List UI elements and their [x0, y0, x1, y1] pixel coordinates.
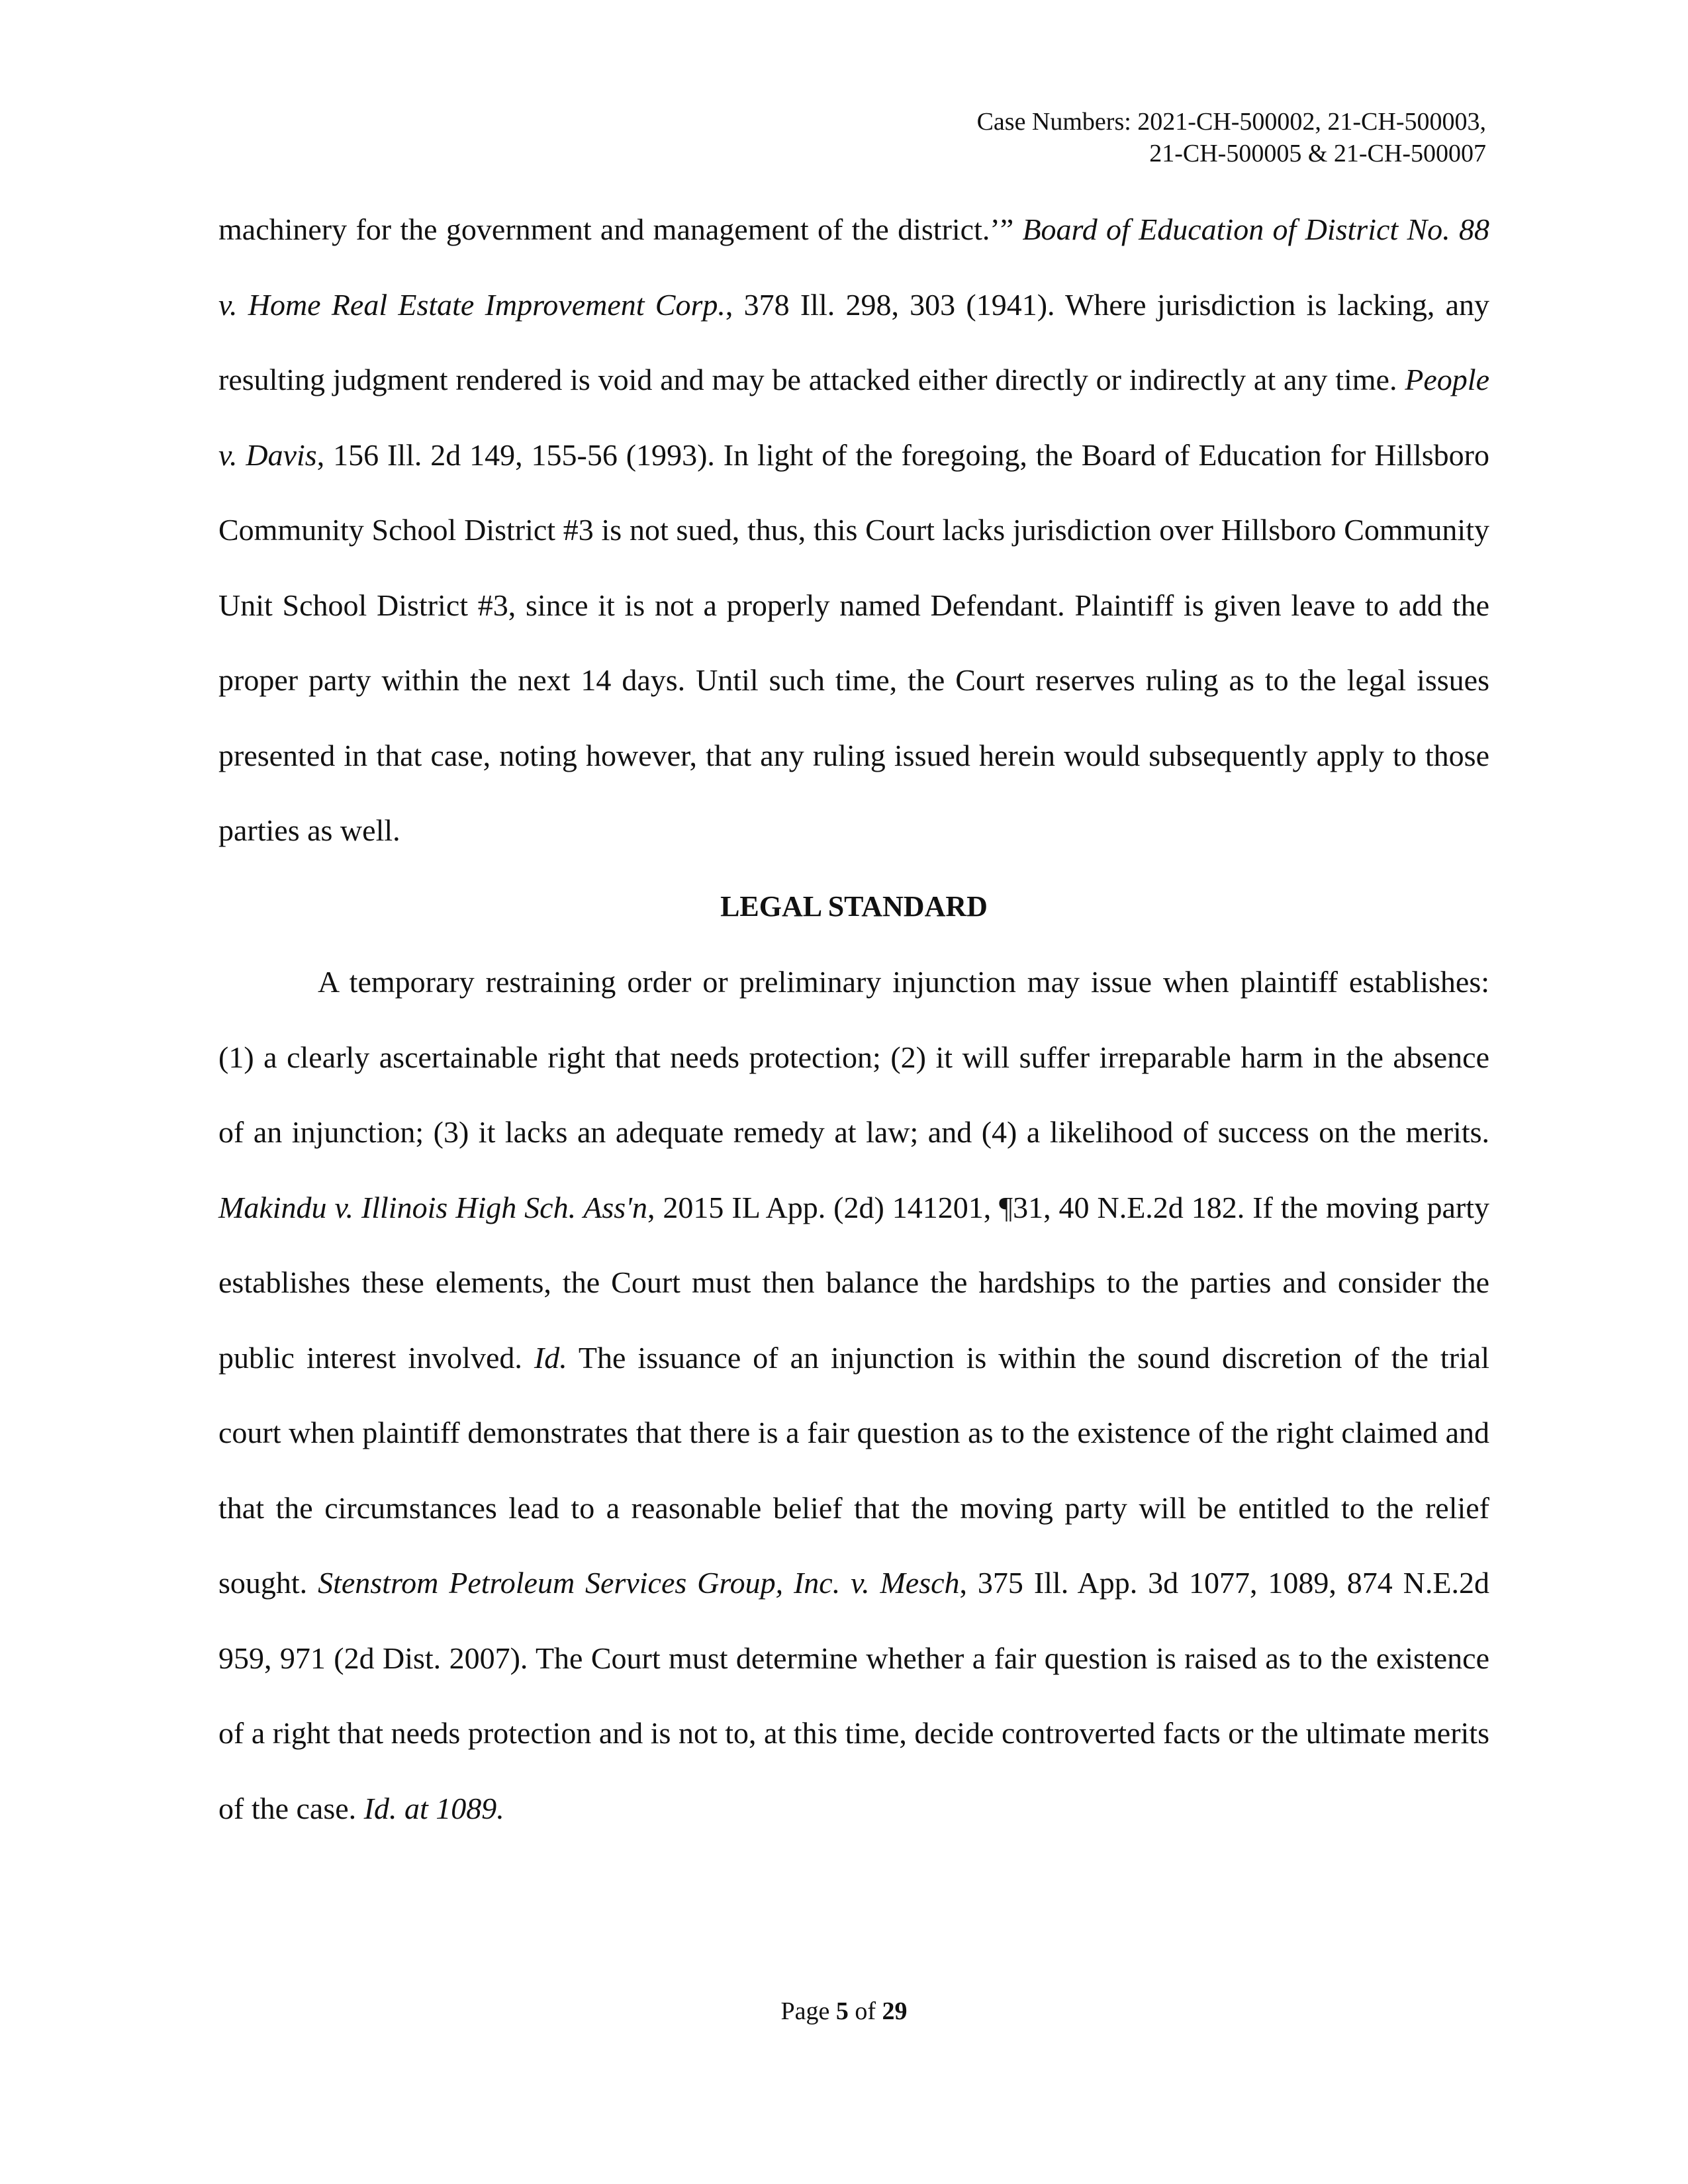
section-heading: LEGAL STANDARD — [720, 890, 988, 923]
page-prefix: Page — [780, 1997, 836, 2025]
case-numbers-line-1: Case Numbers: 2021-CH-500002, 21-CH-500003, — [976, 108, 1486, 136]
paragraph-text: , 156 Ill. 2d 149, 155-56 (1993). In light of the foregoing, the Board of Education for Hillsboro Community School District #3 is not sued, thus, this Court lacks jurisdiction over Hillsboro Community Unit School District #3, since it is not a properly named Defendant. Plaintiff is given leave to add the proper party within the next 14 days. Until such time, the Court reserves ruling as to the legal issues presented in that case, noting however, that any ruling issued herein would subsequently apply to those parties as well. — [218, 437, 1490, 847]
paragraph-text: , 378 Ill. 298, 303 (1941). Where jurisdiction is lacking, any resulting judgment rendered is void and may be attacked either directly or indirectly at any time. — [218, 287, 1489, 396]
case-citation: People v. Davis — [218, 363, 1489, 472]
case-citation: Id. at 1089. — [363, 1791, 504, 1825]
current-page-number: 5 — [835, 1997, 849, 2025]
case-citation: Makindu v. Illinois High Sch. Ass'n — [218, 1190, 647, 1224]
paragraph-text: machinery for the government and management of the district.’” — [218, 212, 1023, 246]
paragraph-jurisdiction — [218, 192, 1489, 868]
paragraph-text: The issuance of an injunction is within the sound discretion of the trial court when plaintiff demonstrates that there is a fair question as to the existence of the right claimed and that the circumstances lead to a reasonable belief that the moving party will be entitled to the relief sought. — [218, 1340, 1489, 1600]
case-numbers-header — [977, 106, 1486, 169]
paragraph-text: , 375 Ill. App. 3d 1077, 1089, 874 N.E.2d 959, 971 (2d Dist. 2007). The Court must determine whether a fair question is raised as to the existence of a right that needs protection and is not to, at this time, decide controverted facts or the ultimate merits of the case. — [218, 1566, 1489, 1825]
paragraph-text: , 2015 IL App. (2d) 141201, ¶31, 40 N.E.2d 182. If the moving party establishes these elements, the Court must then balance the hardships to the parties and consider the public interest involved. — [218, 1190, 1489, 1375]
case-citation: Id. — [534, 1340, 567, 1375]
case-citation: Stenstrom Petroleum Services Group, Inc. v. Mesch — [318, 1566, 960, 1600]
paragraph-text: A temporary restraining order or preliminary injunction may issue when plaintiff establishes: (1) a clearly ascertainable right that needs protection; (2) it will suffer irreparable harm in the absence of an injunction; (3) it lacks an adequate remedy at law; and (4) a likelihood of success on the merits. — [218, 965, 1489, 1149]
page-of-label: of — [848, 1997, 882, 2025]
case-numbers-line-2: 21-CH-500005 & 21-CH-500007 — [1149, 140, 1486, 167]
paragraph-legal-standard — [218, 944, 1489, 1846]
total-page-count: 29 — [882, 1997, 908, 2025]
page-number-footer — [0, 1995, 1688, 2027]
case-citation: Board of Education of District No. 88 v. Home Real Estate Improvement Corp. — [218, 212, 1489, 322]
